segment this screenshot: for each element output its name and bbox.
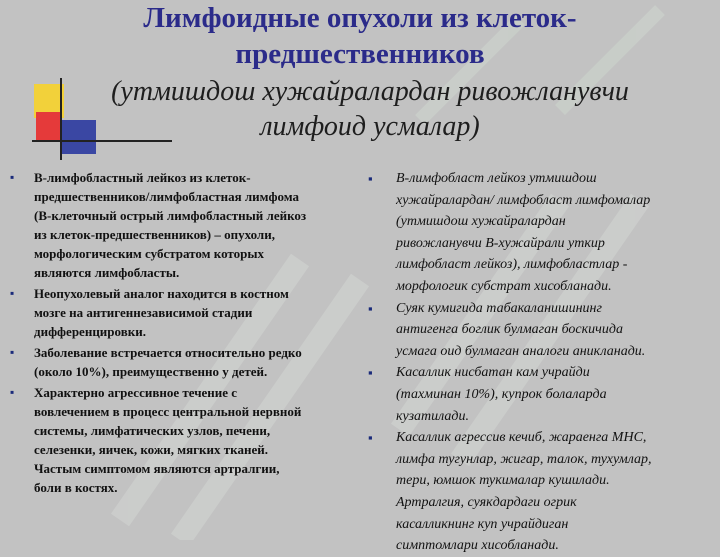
- bullet-text-line: усмага оид булмаган аналоги аникланади.: [396, 343, 646, 359]
- bullet-text-line: Частым симптомом являются артралгии,: [34, 461, 280, 476]
- right-bullet-list: [366, 168, 706, 557]
- bullet-text-line: являются лимфобласты.: [34, 265, 180, 280]
- decor-red-square: [36, 112, 62, 142]
- bullet-text-line: (В-клеточный острый лимфобластный лейкоз: [34, 208, 307, 223]
- slide-title-line: Лимфоидные опухоли из клеток-: [143, 2, 577, 34]
- square-bullet-icon: ▪: [368, 430, 373, 446]
- bullet-text-line: предшественников/лимфобластная лимфома: [34, 189, 300, 204]
- bullet-text-line: (около 10%), преимущественно у детей.: [34, 364, 268, 379]
- list-item: [366, 298, 706, 363]
- bullet-text-line: антигенга боглик булмаган боскичида: [396, 322, 623, 338]
- slide-subtitle: [60, 74, 680, 144]
- square-bullet-icon: ▪: [368, 171, 373, 186]
- bullet-text-line: Артралгия, суякдардаги огрик: [396, 494, 577, 510]
- bullet-text-line: Характерно агрессивное течение с: [34, 385, 238, 400]
- bullet-text-line: селезенки, яичек, кожи, мягких тканей.: [34, 442, 268, 457]
- slide-subtitle-line: лимфоид усмалар): [260, 111, 480, 142]
- bullet-text-line: В-лимфобласт лейкоз утмишдош: [396, 171, 597, 186]
- bullet-text-line: В-лимфобластный лейкоз из клеток-: [34, 170, 251, 185]
- square-bullet-icon: ▪: [10, 286, 15, 300]
- bullet-text-line: (тахминан 10%), купрок болаларда: [396, 386, 607, 402]
- list-item: [366, 168, 706, 298]
- slide-subtitle-line: (утмишдош хужайралардан ривожланувчи: [111, 76, 629, 107]
- slide-title-line: предшественников: [235, 38, 485, 70]
- bullet-text-line: Касаллик нисбатан кам учрайди: [396, 365, 590, 381]
- list-item: [366, 362, 706, 427]
- bullet-text-line: Суяк кумигида табакаланишининг: [396, 300, 602, 316]
- bullet-text-line: вовлечением в процесс центральной нервной: [34, 404, 302, 419]
- square-bullet-icon: ▪: [10, 345, 15, 359]
- square-bullet-icon: ▪: [10, 385, 15, 399]
- list-item: [8, 343, 336, 381]
- list-item: [8, 284, 336, 341]
- bullet-text-line: тери, юмшок тукималар кушилади.: [396, 473, 610, 489]
- bullet-text-line: системы, лимфатических узлов, печени,: [34, 423, 271, 438]
- list-item: [8, 168, 336, 282]
- square-bullet-icon: ▪: [10, 170, 15, 184]
- square-bullet-icon: ▪: [368, 300, 373, 316]
- list-item: [366, 427, 706, 557]
- bullet-text-line: лимфобласт лейкоз), лимфобластлар -: [396, 257, 628, 273]
- bullet-text-line: касалликнинг куп учрайдиган: [396, 516, 569, 532]
- right-column-uzbek: [366, 168, 706, 557]
- bullet-text-line: морфологическим субстратом которых: [34, 246, 264, 261]
- square-bullet-icon: ▪: [368, 365, 373, 381]
- slide-title: [60, 0, 660, 72]
- bullet-text-line: кузатилади.: [396, 408, 470, 424]
- bullet-text-line: хужайралардан/ лимфобласт лимфомалар: [396, 192, 651, 208]
- bullet-text-line: морфологик субстрат хисобланади.: [396, 278, 612, 294]
- left-column-russian: [8, 168, 336, 499]
- bullet-text-line: (утмишдош хужайралардан: [396, 214, 566, 230]
- bullet-text-line: Неопухолевый аналог находится в костном: [34, 286, 289, 301]
- bullet-text-line: лимфа тугунлар, жигар, талок, тухумлар,: [396, 451, 652, 467]
- left-bullet-list: [8, 168, 336, 497]
- bullet-text-line: Касаллик агрессив кечиб, жараенга МНС,: [396, 430, 647, 446]
- bullet-text-line: мозге на антигеннезависимой стадии: [34, 305, 253, 320]
- bullet-text-line: дифференцировки.: [34, 324, 146, 339]
- bullet-text-line: из клеток-предшественников) – опухоли,: [34, 227, 275, 242]
- bullet-text-line: ривожланувчи В-хужайрали уткир: [396, 235, 605, 251]
- bullet-text-line: Заболевание встречается относительно редко: [34, 345, 302, 360]
- list-item: [8, 383, 336, 497]
- bullet-text-line: симптомлари хисобланади.: [396, 538, 559, 554]
- bullet-text-line: боли в костях.: [34, 480, 118, 495]
